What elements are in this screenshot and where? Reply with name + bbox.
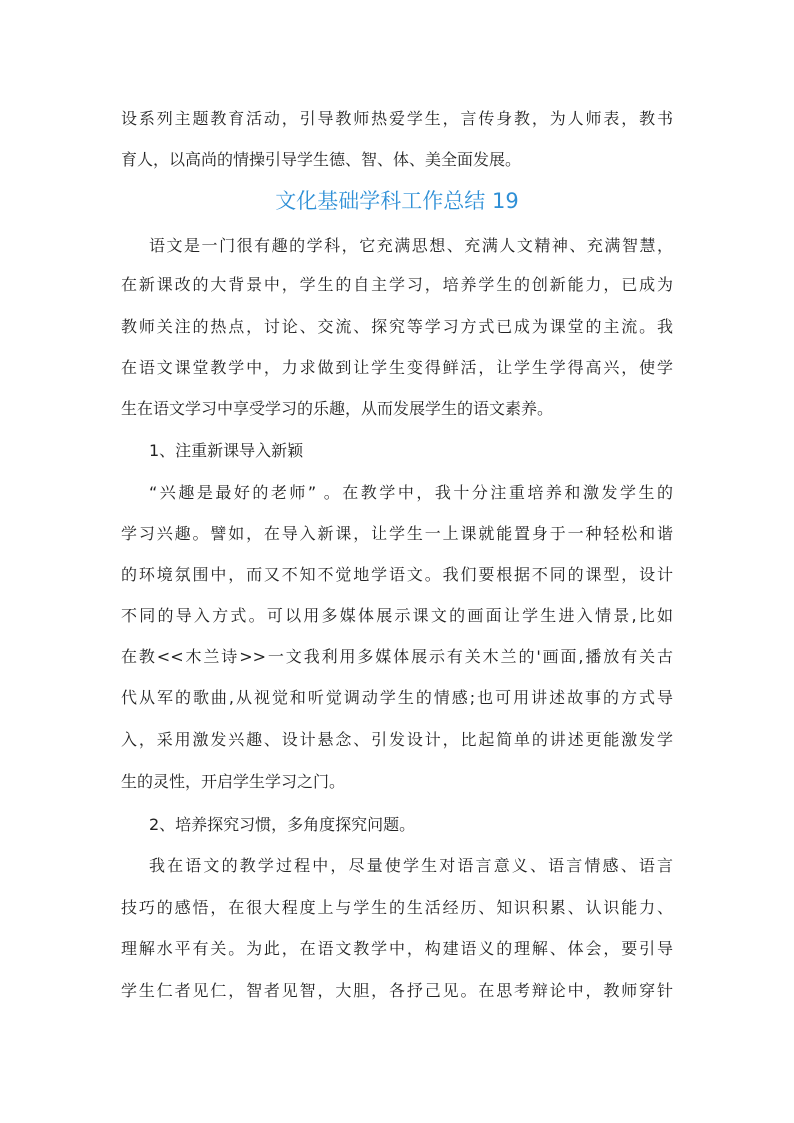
body-text-line: 在教<<木兰诗>>一文我利用多媒体展示有关木兰的'画面,播放有关古 (121, 647, 673, 666)
body-text-line: 育人，以高尚的情操引导学生德、智、体、美全面发展。 (121, 150, 522, 169)
subsection-title: 1、注重新课导入新颖 (149, 441, 304, 460)
body-text-line: 的环境氛围中，而又不知不觉地学语文。我们要根据不同的课型，设计 (121, 565, 673, 584)
body-text-line: 不同的导入方式。可以用多媒体展示课文的画面让学生进入情景,比如 (121, 606, 673, 625)
body-text-line: 技巧的感悟，在很大程度上与学生的生活经历、知识积累、认识能力、 (121, 898, 673, 917)
body-text-line: 在新课改的大背景中，学生的自主学习，培养学生的创新能力，已成为 (121, 275, 673, 294)
body-text-line: 学习兴趣。譬如，在导入新课，让学生一上课就能置身于一种轻松和谐 (121, 524, 673, 543)
body-text-line: 入，采用激发兴趣、设计悬念、引发设计，比起简单的讲述更能激发学 (121, 730, 673, 749)
section-heading: 文化基础学科工作总结 19 (275, 189, 519, 213)
body-text-line: 我在语文的教学过程中，尽量使学生对语言意义、语言情感、语言 (149, 856, 673, 875)
subsection-title: 2、培养探究习惯，多角度探究问题。 (149, 815, 416, 834)
body-text-line: 理解水平有关。为此，在语文教学中，构建语义的理解、体会，要引导 (121, 939, 673, 958)
body-text-line: 在语文课堂教学中，力求做到让学生变得鲜活，让学生学得高兴，使学 (121, 358, 673, 377)
body-text-line: “兴趣是最好的老师” 。在教学中，我十分注重培养和激发学生的 (149, 483, 673, 502)
body-text-line: 教师关注的热点，讨论、交流、探究等学习方式已成为课堂的主流。我 (121, 317, 673, 336)
body-text-line: 语文是一门很有趣的学科，它充满思想、充满人文精神、充满智慧， (149, 236, 673, 255)
body-text-line: 代从军的歌曲,从视觉和听觉调动学生的情感;也可用讲述故事的方式导 (121, 688, 673, 707)
body-text-line: 生在语文学习中享受学习的乐趣，从而发展学生的语文素养。 (121, 399, 554, 418)
body-text-line: 学生仁者见仁，智者见智，大胆，各抒己见。在思考辩论中，教师穿针 (121, 981, 673, 1000)
body-text-line: 设系列主题教育活动，引导教师热爱学生，言传身教，为人师表，教书 (121, 109, 673, 128)
body-text-line: 生的灵性，开启学生学习之门。 (121, 772, 346, 791)
